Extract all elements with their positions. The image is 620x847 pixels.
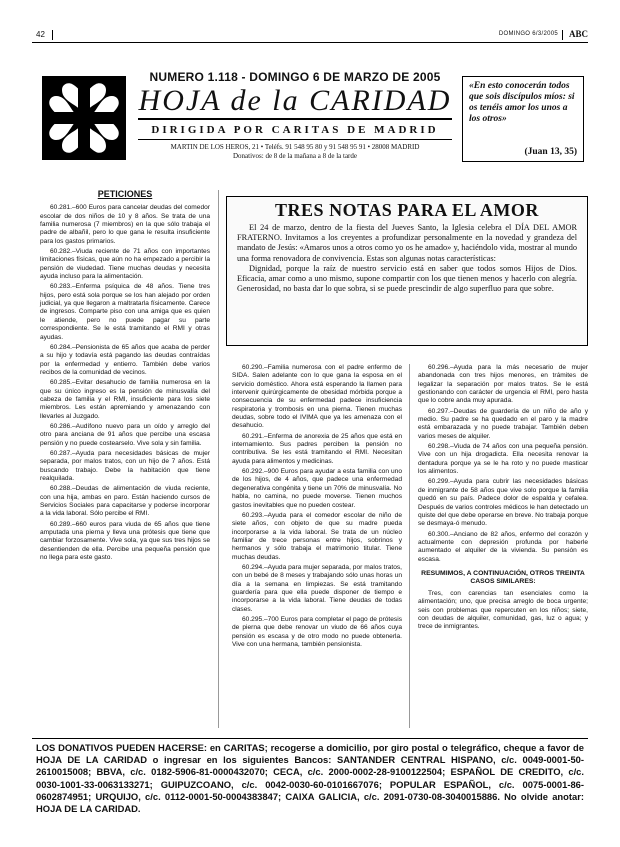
header-divider: [52, 30, 53, 40]
summary-text: Tres, con carencias tan esenciales como la alimentación; uno, que precisa arreglo de boca urgente; seis con problemas que repercuten en los niños; siete, con deudas de alquiler, comunidad, gas, luz o agua; y trece de inmigrantes.: [418, 589, 588, 631]
bible-quote-box: [462, 76, 584, 162]
quote-text: «En esto conocerán todos que sois discípulos míos: si os tenéis amor los unos a los otros»: [469, 81, 575, 124]
petition-item: 60.296.–Ayuda para la más necesario de mujer abandonada con tres hijos menores, en trámites de legalizar la separación por malos tratos. Se le está gestionando con carácter de urgencia el RMI, pero hasta que lo cobre anda muy apurada.: [418, 364, 588, 405]
issue-number: NUMERO 1.118 - DOMINGO 6 DE MARZO DE 2005: [149, 70, 441, 84]
petition-item: 60.281.–600 Euros para cancelar deudas del comedor escolar de dos niños de 10 y 8 años. Se trata de una familia numerosa (7 miembros) en la que sólo trabaja el padre de albañil, pero lo que gana le resulta insuficiente para los gastos primarios.: [40, 204, 210, 245]
petitions-column-left: [40, 190, 210, 564]
petition-item: 60.293.–Ayuda para el comedor escolar de niño de siete años, con objeto de que su madre pueda incorporarse a la vida laboral. Se trata de un núcleo familiar de trece personas entre hijos, sobrinos y hermanos y sólo trabaja el matrimonio titular. Tiene muchas deudas.: [232, 511, 402, 561]
feature-paragraph: Dignidad, porque la raíz de nuestro servicio está en saber que todos somos Hijos de Dios. Eficacia, amar como a uno mismo, supone compartir con los que tienen menos y hacerlo con alegría. Generosidad, no basta dar lo que sobra, si se puede prescindir de algo superfluo para que sobre.: [237, 263, 577, 294]
petitions-heading: PETICIONES: [97, 189, 153, 199]
petition-item: 60.286.–Audífono nuevo para un oído y arreglo del otro para anciana de 91 años que percibe una escasa pensión y no puede costearselo. Vive sola y sin familia.: [40, 422, 210, 447]
petition-item: 60.290.–Familia numerosa con el padre enfermo de SIDA. Salen adelante con lo que gana la esposa en el servicio doméstico. Ahora está esperando la llamen para intervenir quirúrgicamente de obesidad mórbida porque a consecuencia de su enfermedad padece insuficiencia respiratoria y trombosis en una pierna. Tienen muchas deudas, sobre todo el IVIMA que ya les amenaza con el desahucio.: [232, 364, 402, 430]
donation-instructions: LOS DONATIVOS PUEDEN HACERSE: en CARITAS; recogerse a domicilio, por giro postal o telegráfico, cheque a favor de HOJA DE LA CARIDAD o ingresar en los siguientes Bancos: SANTANDER CENTRAL HISPANO, c/c. 0049-0001-50-2610015008; BBVA, c/c. 0182-5906-81-0000432070; CECA, c/c. 2000-0002-28-9100122504; ESPAÑOL DE CREDITO, c/c. 0030-1001-33-0063133271; GUIPUZCOANO, c/c. 0042-0030-60-0101667076; POPULAR ESPAÑOL, c/c. 0075-0001-86-0602874951; URQUIJO, c/c. 0112-0001-50-0004383847; CAIXA GALICIA, c/c. 2091-0730-08-3040015886. No olvide anotar: HOJA DE LA CARIDAD.: [36, 742, 584, 815]
petition-item: 60.291.–Enferma de anorexia de 25 años que está en internamiento. Sus padres perciben la pensión no contributiva. Se les está tramitando el RMI. Necesitan ayuda para alimentos y medicinas.: [232, 432, 402, 465]
caritas-cross-logo-icon: [42, 76, 126, 160]
title-rule: [138, 118, 452, 120]
petitions-column-right: [418, 364, 588, 634]
petition-item: 60.288.–Deudas de alimentación de viuda reciente, con una hija, ambas en paro. Están haciendo cursos de Servicios Sociales para capacitarse y poderse incorporar a la vida laboral. Sólo percibe el RMI.: [40, 485, 210, 518]
column-divider: [218, 190, 219, 728]
petition-item: 60.289.–660 euros para viuda de 65 años que tiene amputada una pierna y lleva una prótesis que tiene que cambiar forzosamente. Vive sola, ya que sus tres hijos se desentienden de ella. Percibe una pequeña pensión que no llega para este gasto.: [40, 520, 210, 562]
donation-hours: Donativos: de 8 de la mañana a 8 de la tarde: [232, 151, 357, 160]
publication-title: HOJA de la CARIDAD: [138, 84, 452, 117]
petition-item: 60.287.–Ayuda para necesidades básicas de mujer separada, por malos tratos, con un hijo de 7 años. Está buscando trabajo. Debe la habitación que tiene realquilada.: [40, 449, 210, 482]
petition-item: 60.285.–Evitar desahucio de familia numerosa en la que su único ingreso es la pensión de minusvalía del cabeza de familia y el RMI, insuficiente para los siete miembros. Les están apremiando y amenazando con llevarles al Juzgado.: [40, 379, 210, 420]
petition-item: 60.282.–Viuda reciente de 71 años con importantes limitaciones físicas, que aún no ha empezado a percibir la pensión de viudedad. Tiene muchas deudas y necesita ayuda incluso para la alimentación.: [40, 248, 210, 281]
page-header: [32, 30, 588, 42]
column-divider: [409, 364, 410, 728]
brand-logo: ABC: [568, 29, 588, 39]
publication-subtitle: DIRIGIDA POR CARITAS DE MADRID: [151, 123, 439, 136]
summary-heading: RESUMIMOS, A CONTINUACIÓN, OTROS TREINTA CASOS SIMILARES:: [421, 569, 585, 585]
issue-date: DOMINGO 6/3/2005: [498, 31, 558, 37]
feature-body: [237, 223, 577, 294]
petition-item: 60.298.–Viuda de 74 años con una pequeña pensión. Vive con un hija drogadicta. Ella necesita renovar la dentadura porque ya se le ha roto y no puede masticar los alimentos.: [418, 443, 588, 476]
petition-item: 60.295.–700 Euros para completar el pago de prótesis de pierna que debe renovar un viudo de 66 años cuya pensión es escasa y de otro modo no puede obtenerla. Vive con una hermana, también pensionista.: [232, 615, 402, 648]
feature-paragraph: El 24 de marzo, dentro de la fiesta del Jueves Santo, la Iglesia celebra el DÍA DEL AMOR FRATERNO. Invitamos a los creyentes a profundizar personalmente en la novedad y grandeza del mandato de Jesús: «Amaros unos a otros como yo os he amado» y, haciéndolo vida, mostrar al mundo una forma renovadora de convivencia. Estas son algunas notas características:: [237, 223, 577, 263]
masthead: [134, 70, 456, 160]
page-number: 42: [36, 30, 45, 39]
petition-item: 60.292.–900 Euros para ayudar a esta familia con uno de los hijos, de 4 años, que padece una enfermedad degenerativa congénita y tiene un 70% de minusvalía. No habla, no camina, no puede moverse. Tienen muchos gastos inevitables que no pueden costear.: [232, 468, 402, 509]
petitions-column-middle: [232, 364, 402, 651]
petition-item: 60.294.–Ayuda para mujer separada, por malos tratos, con un bebé de 8 meses y trabajando sólo unas horas un día a la semana en limpiezas. Se está tramitando guardería para que ella puede disponer de tiempo e incorporarse a la vida laboral. Tiene deudas de todas clases.: [232, 563, 402, 613]
petition-item: 60.297.–Deudas de guardería de un niño de año y medio. Su padre se ha quedado en el paro y la madre está embarazada y no puede trabajar. También deben varios meses de alquiler.: [418, 407, 588, 440]
footer-rule: [32, 738, 588, 739]
feature-article-box: [226, 196, 588, 346]
header-divider: [562, 30, 563, 40]
petition-item: 60.300.–Anciano de 82 años, enfermo del corazón y actualmente con depresión profunda por haberle aumentado el alquiler de la vivienda. Su pensión es escasa.: [418, 530, 588, 563]
feature-title: TRES NOTAS PARA EL AMOR: [275, 200, 539, 220]
subtitle-rule: [138, 139, 452, 140]
contact-address: MARTIN DE LOS HEROS, 21 • Teléfs. 91 548 95 80 y 91 548 95 91 • 28008 MADRID: [170, 142, 420, 151]
petition-item: 60.284.–Pensionista de 65 años que acaba de perder a su hijo y todavía está pagando las deudas contraídas por la enfermedad y entierro. También debe varios recibos de la comunidad de vecinos.: [40, 343, 210, 376]
quote-reference: (Juan 13, 35): [524, 147, 577, 157]
header-rule: [32, 42, 588, 43]
petition-item: 60.299.–Ayuda para cubrir las necesidades básicas de inmigrante de 58 años que vive solo porque la familia quedó en su país. Padece dolor de espalda y cefalea. Después de varios controles médicos le han detectado un quiste del que debe operarse en breve. No trabaja porque se desmaya-ó menudo.: [418, 478, 588, 528]
petition-item: 60.283.–Enferma psíquica de 48 años. Tiene tres hijos, pero está sola porque se los han alejado por orden judicial, ya que llegaron a maltratarla físicamente. Carece de ingresos. Comparte piso con una amiga que es quien le atiende, pero no puede pagar su parte correspondiente. Se le está tramitando el RMI y otras ayudas.: [40, 283, 210, 341]
